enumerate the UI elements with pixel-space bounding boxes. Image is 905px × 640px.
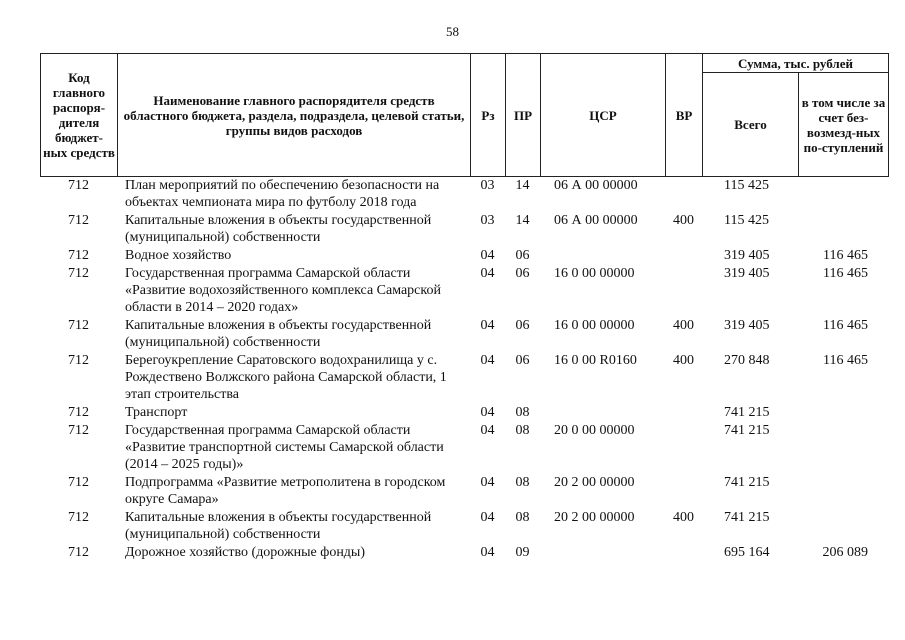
header-name: Наименование главного распорядителя средств областного бюджета, раздела, подраздела, целевой статьи, группы видов расходов — [118, 54, 471, 177]
row-total: 741 215 — [724, 423, 770, 438]
row-csr: 20 0 00 00000 — [554, 423, 635, 438]
budget-table-header — [40, 53, 889, 177]
table-row — [40, 212, 888, 247]
table-row — [40, 544, 888, 562]
row-rz: 04 — [480, 405, 495, 420]
row-code: 712 — [68, 405, 89, 420]
row-rz: 03 — [480, 213, 495, 228]
row-vr: 400 — [673, 318, 694, 333]
row-vr: 400 — [673, 353, 694, 368]
table-row — [40, 422, 888, 474]
row-name: Подпрограмма «Развитие метрополитена в городском округе Самара» — [125, 475, 446, 507]
row-total: 695 164 — [724, 545, 770, 560]
row-free-receipts — [798, 509, 888, 544]
row-vr — [665, 247, 702, 265]
row-free-receipts — [798, 212, 888, 247]
row-csr: 06 А 00 00000 — [554, 213, 638, 228]
row-name: Дорожное хозяйство (дорожные фонды) — [125, 545, 366, 560]
row-name: Транспорт — [125, 405, 188, 420]
row-free-receipts: 116 465 — [823, 248, 868, 263]
row-vr — [665, 422, 702, 474]
row-code: 712 — [68, 545, 89, 560]
row-csr — [540, 247, 665, 265]
header-including-free: в том числе за счет без-возмезд-ных по-ступлений — [799, 73, 889, 177]
header-csr: ЦСР — [541, 54, 666, 177]
row-free-receipts — [798, 404, 888, 422]
row-name: Берегоукрепление Саратовского водохранилища у с. Рождествено Волжского района Самарской области, 1 этап строительства — [125, 353, 447, 402]
table-row — [40, 404, 888, 422]
row-vr — [665, 474, 702, 509]
table-row — [40, 474, 888, 509]
row-code: 712 — [68, 318, 89, 333]
row-rz: 04 — [480, 353, 495, 368]
row-csr: 06 А 00 00000 — [554, 178, 638, 193]
header-pr: ПР — [506, 54, 541, 177]
row-csr: 16 0 00 00000 — [554, 318, 635, 333]
row-name: Капитальные вложения в объекты государственной (муниципальной) собственности — [125, 213, 432, 245]
row-csr — [540, 404, 665, 422]
row-rz: 04 — [480, 248, 495, 263]
row-pr: 06 — [515, 248, 530, 263]
row-csr: 16 0 00 00000 — [554, 266, 635, 281]
row-name: Капитальные вложения в объекты государственной (муниципальной) собственности — [125, 510, 432, 542]
page-number: 58 — [446, 24, 459, 39]
row-free-receipts: 116 465 — [823, 318, 868, 333]
row-vr: 400 — [673, 510, 694, 525]
row-free-receipts: 116 465 — [823, 266, 868, 281]
row-vr — [665, 404, 702, 422]
table-row — [40, 352, 888, 404]
row-rz: 04 — [480, 266, 495, 281]
row-code: 712 — [68, 475, 89, 490]
row-csr: 16 0 00 R0160 — [554, 353, 637, 368]
row-vr — [665, 265, 702, 317]
row-csr — [540, 544, 665, 562]
row-pr: 08 — [515, 423, 530, 438]
row-name: Государственная программа Самарской области «Развитие водохозяйственного комплекса Самарской области в 2014 – 2020 годах» — [125, 266, 441, 315]
table-row — [40, 177, 888, 212]
budget-table-body — [40, 177, 888, 562]
row-total: 115 425 — [724, 213, 769, 228]
row-pr: 06 — [515, 353, 530, 368]
header-rz: Рз — [471, 54, 506, 177]
row-name: Водное хозяйство — [125, 248, 232, 263]
row-vr: 400 — [673, 213, 694, 228]
row-total: 741 215 — [724, 475, 770, 490]
header-code: Код главного распоря-дителя бюджет-ных средств — [41, 54, 118, 177]
row-name: Капитальные вложения в объекты государственной (муниципальной) собственности — [125, 318, 432, 350]
row-total: 319 405 — [724, 248, 770, 263]
row-pr: 08 — [515, 405, 530, 420]
row-pr: 09 — [515, 545, 530, 560]
row-pr: 08 — [515, 510, 530, 525]
row-csr: 20 2 00 00000 — [554, 510, 635, 525]
row-pr: 14 — [515, 178, 530, 193]
row-pr: 06 — [515, 318, 530, 333]
row-free-receipts — [798, 177, 888, 212]
row-total: 115 425 — [724, 178, 769, 193]
row-rz: 03 — [480, 178, 495, 193]
row-code: 712 — [68, 248, 89, 263]
row-rz: 04 — [480, 423, 495, 438]
row-pr: 06 — [515, 266, 530, 281]
row-free-receipts: 116 465 — [823, 353, 868, 368]
row-code: 712 — [68, 178, 89, 193]
row-name: План мероприятий по обеспечению безопасности на объектах чемпионата мира по футболу 2018 года — [125, 178, 440, 210]
row-vr — [665, 544, 702, 562]
row-code: 712 — [68, 213, 89, 228]
row-pr: 08 — [515, 475, 530, 490]
header-total: Всего — [703, 73, 799, 177]
row-total: 741 215 — [724, 510, 770, 525]
row-rz: 04 — [480, 510, 495, 525]
row-vr — [665, 177, 702, 212]
row-total: 270 848 — [724, 353, 770, 368]
table-row — [40, 247, 888, 265]
table-row — [40, 265, 888, 317]
header-sum-group: Сумма, тыс. рублей — [703, 54, 889, 73]
row-total: 741 215 — [724, 405, 770, 420]
row-name: Государственная программа Самарской области «Развитие транспортной системы Самарской области (2014 – 2025 годы)» — [125, 423, 444, 472]
row-rz: 04 — [480, 545, 495, 560]
row-rz: 04 — [480, 318, 495, 333]
row-code: 712 — [68, 353, 89, 368]
row-code: 712 — [68, 266, 89, 281]
row-code: 712 — [68, 423, 89, 438]
row-free-receipts: 206 089 — [822, 545, 868, 560]
row-total: 319 405 — [724, 318, 770, 333]
row-rz: 04 — [480, 475, 495, 490]
row-code: 712 — [68, 510, 89, 525]
row-free-receipts — [798, 474, 888, 509]
table-row — [40, 317, 888, 352]
row-pr: 14 — [515, 213, 530, 228]
row-free-receipts — [798, 422, 888, 474]
header-vr: ВР — [666, 54, 703, 177]
row-csr: 20 2 00 00000 — [554, 475, 635, 490]
row-total: 319 405 — [724, 266, 770, 281]
table-row — [40, 509, 888, 544]
